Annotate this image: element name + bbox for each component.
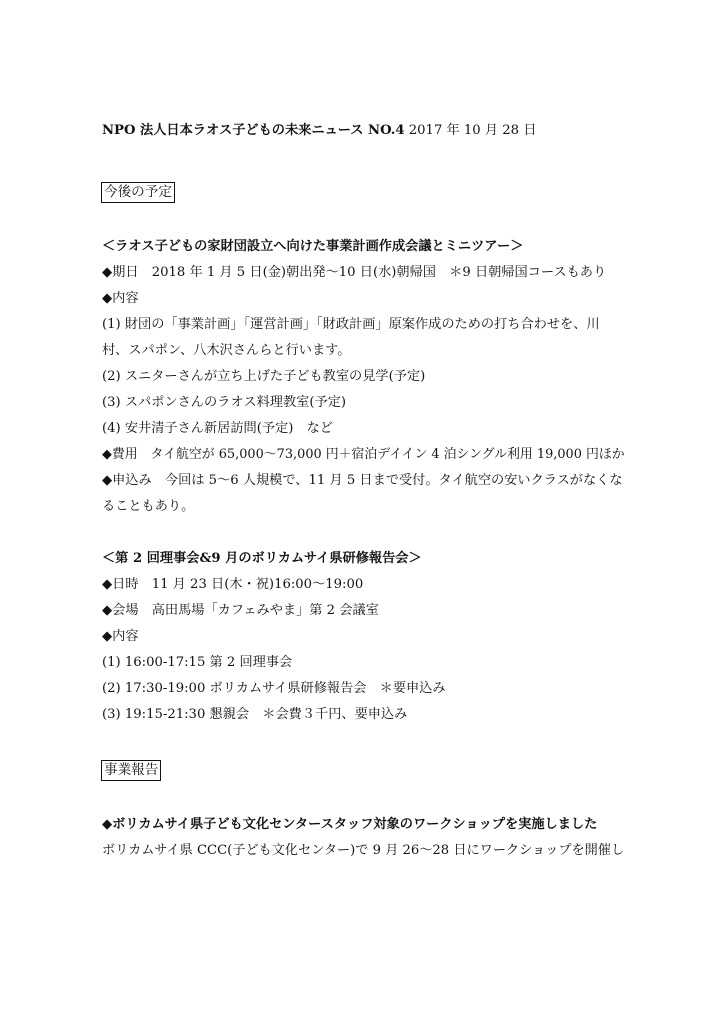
event1-item1-line2: 村、スパポン、八木沢さんらと行います。 bbox=[102, 343, 351, 358]
newsletter-title: NPO 法人日本ラオス子どもの未来ニュース NO.4 bbox=[102, 123, 405, 138]
event1-item2: (2) スニターさんが立ち上げた子ども教室の見学(予定) bbox=[102, 369, 426, 384]
event2-venue: ◆会場 高田馬場「カフェみやま」第 2 会議室 bbox=[102, 603, 379, 618]
event2-item1: (1) 16:00-17:15 第 2 回理事会 bbox=[102, 655, 293, 670]
report-body-line1: ボリカムサイ県 CCC(子ども文化センター)で 9 月 26～28 日にワークショップを開催し bbox=[102, 843, 625, 858]
newsletter-date: 2017 年 10 月 28 日 bbox=[408, 123, 537, 138]
event2-item3: (3) 19:15-21:30 懇親会 ＊会費３千円、要申込み bbox=[102, 707, 408, 722]
newsletter-header bbox=[102, 122, 536, 140]
event1-period: ◆期日 2018 年 1 月 5 日(金)朝出発～10 日(水)朝帰国 ＊9 日朝帰国コースもあり bbox=[102, 265, 607, 280]
event1-cost: ◆費用 タイ航空が 65,000～73,000 円＋宿泊デイイン 4 泊シングル利用 19,000 円ほか bbox=[102, 447, 625, 462]
report-headline: ◆ボリカムサイ県子ども文化センタースタッフ対象のワークショップを実施しました bbox=[102, 817, 598, 832]
event1-item4: (4) 安井清子さん新居訪問(予定) など bbox=[102, 421, 333, 436]
report-heading: 事業報告 bbox=[101, 760, 161, 781]
event1-item3: (3) スパポンさんのラオス料理教室(予定) bbox=[102, 395, 347, 410]
event1-apply-line1: ◆申込み 今回は 5～6 人規模で、11 月 5 日まで受付。タイ航空の安いクラスがなくな bbox=[102, 473, 623, 488]
event1-title: ＜ラオス子どもの家財団設立へ向けた事業計画作成会議とミニツアー＞ bbox=[102, 239, 524, 254]
event1-content-label: ◆内容 bbox=[102, 291, 139, 306]
event1-apply-line2: ることもあり。 bbox=[102, 499, 195, 514]
event2-content-label: ◆内容 bbox=[102, 629, 139, 644]
event2-datetime: ◆日時 11 月 23 日(木・祝)16:00～19:00 bbox=[102, 577, 364, 592]
event2-title: ＜第 2 回理事会&9 月のボリカムサイ県研修報告会＞ bbox=[102, 551, 422, 566]
event1-item1-line1: (1) 財団の「事業計画」「運営計画」「財政計画」原案作成のための打ち合わせを、川 bbox=[102, 317, 600, 332]
event2-item2: (2) 17:30-19:00 ボリカムサイ県研修報告会 ＊要申込み bbox=[102, 681, 446, 696]
schedule-heading: 今後の予定 bbox=[101, 182, 175, 203]
